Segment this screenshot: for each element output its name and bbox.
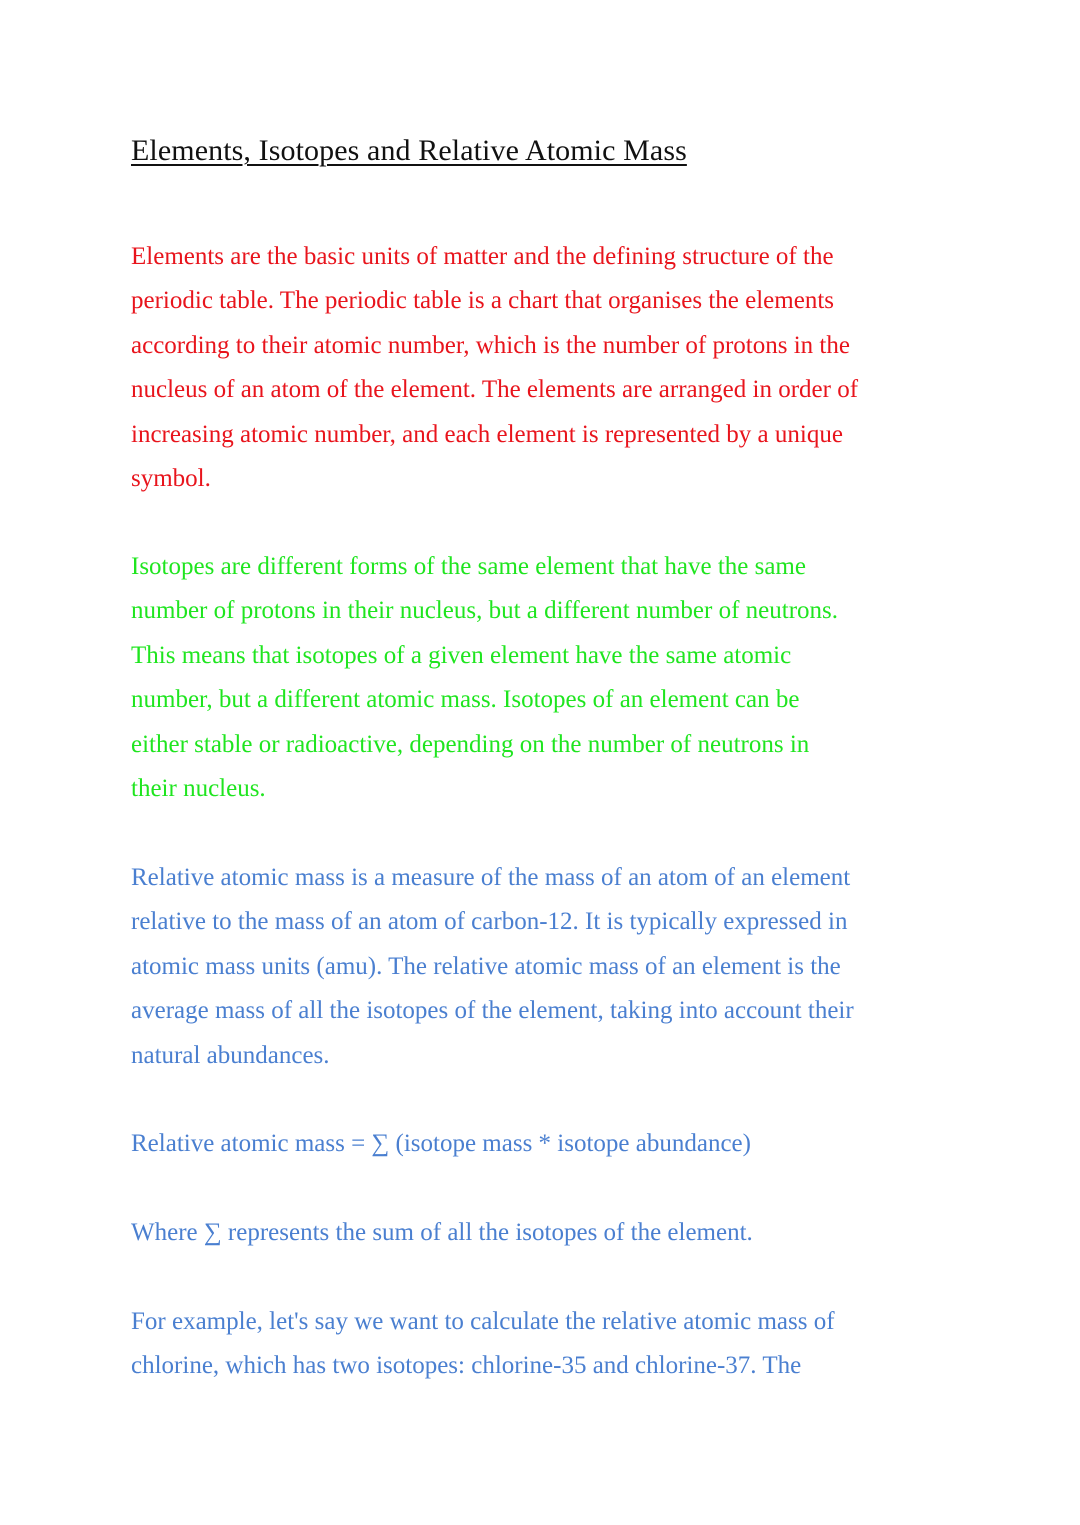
text-line: atomic mass units (amu). The relative atomic mass of an element is the xyxy=(131,952,841,980)
text-line: number of protons in their nucleus, but a different number of neutrons. xyxy=(131,597,839,625)
text-line: This means that isotopes of a given element have the same atomic xyxy=(131,641,792,669)
paragraph-relative-atomic-mass xyxy=(131,856,961,1078)
text-line: periodic table. The periodic table is a chart that organises the elements xyxy=(131,287,834,315)
text-line: Elements are the basic units of matter and the defining structure of the xyxy=(131,243,834,270)
text-line: their nucleus. xyxy=(131,775,266,803)
text-line: number, but a different atomic mass. Isotopes of an element can be xyxy=(131,686,800,714)
formula-line: Relative atomic mass = ∑ (isotope mass * isotope abundance) xyxy=(131,1130,751,1157)
paragraph-elements xyxy=(131,235,961,501)
paragraph-isotopes xyxy=(131,545,961,811)
text-line: increasing atomic number, and each element is represented by a unique xyxy=(131,420,843,448)
text-line: according to their atomic number, which is the number of protons in the xyxy=(131,331,850,359)
text-line: either stable or radioactive, depending on the number of neutrons in xyxy=(131,730,810,758)
text-line: Relative atomic mass is a measure of the mass of an atom of an element xyxy=(131,864,851,891)
text-line: For example, let's say we want to calculate the relative atomic mass of xyxy=(131,1308,835,1335)
text-line: Isotopes are different forms of the same element that have the same xyxy=(131,553,806,580)
text-line: natural abundances. xyxy=(131,1041,330,1069)
text-line: symbol. xyxy=(131,465,211,493)
text-line: average mass of all the isotopes of the element, taking into account their xyxy=(131,997,854,1025)
paragraph-formula xyxy=(131,1122,961,1166)
text-line: relative to the mass of an atom of carbon-12. It is typically expressed in xyxy=(131,908,848,936)
text-line: Where ∑ represents the sum of all the isotopes of the element. xyxy=(131,1219,753,1246)
paragraph-sigma-definition xyxy=(131,1211,961,1255)
text-line: nucleus of an atom of the element. The elements are arranged in order of xyxy=(131,376,859,404)
text-line: chlorine, which has two isotopes: chlorine-35 and chlorine-37. The xyxy=(131,1352,802,1380)
document-title: Elements, Isotopes and Relative Atomic Mass xyxy=(131,134,687,167)
paragraph-example xyxy=(131,1300,961,1389)
